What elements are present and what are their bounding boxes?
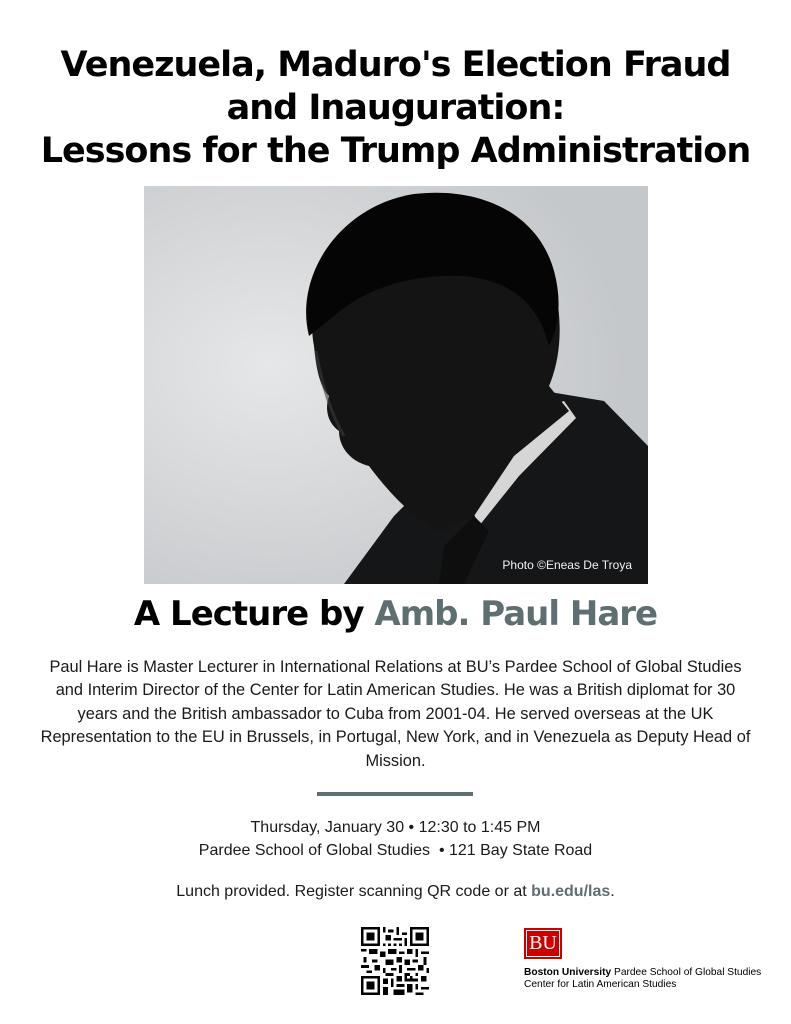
silhouette-image [144,186,648,584]
event-details [0,816,791,862]
event-title [0,44,791,173]
lecture-prefix: A Lecture by [133,594,364,634]
school-name: Pardee School of Global Studies [614,967,762,978]
photo-credit: Photo ©Eneas De Troya [502,558,632,572]
qr-code-icon[interactable] [361,927,429,995]
speaker-name: Amb. Paul Hare [374,594,658,634]
registration-info [0,880,791,904]
divider [317,792,473,796]
title-line-2: and Inauguration: [226,88,565,128]
speaker-bio: Paul Hare is Master Lecturer in International Relations at BU’s Pardee School of Global Studies and Interim Director of the Center for Latin American Studies. He was a British diplomat for 30 years and the British ambassador to Cuba from 2001-04. He served overseas at the UK Representation to the EU in Brussels, in Portugal, New York, and in Venezuela as Deputy Head of Mission. [40,658,751,770]
registration-text: Lunch provided. Register scanning QR code or at [176,883,532,900]
bu-affiliation [524,967,761,991]
registration-link[interactable]: bu.edu/las [531,883,611,900]
title-line-1: Venezuela, Maduro's Election Fraud [60,45,731,85]
event-datetime: Thursday, January 30 • 12:30 to 1:45 PM [250,819,541,836]
university-name: Boston University [524,967,612,978]
bu-logo-icon: BU [524,928,562,959]
event-location: Pardee School of Global Studies • 121 Bay State Road [198,842,593,859]
center-name: Center for Latin American Studies [524,979,677,990]
registration-suffix: . [610,883,615,900]
title-line-3: Lessons for the Trump Administration [40,131,751,171]
speaker-photo [144,186,648,584]
lecture-heading [0,592,791,636]
